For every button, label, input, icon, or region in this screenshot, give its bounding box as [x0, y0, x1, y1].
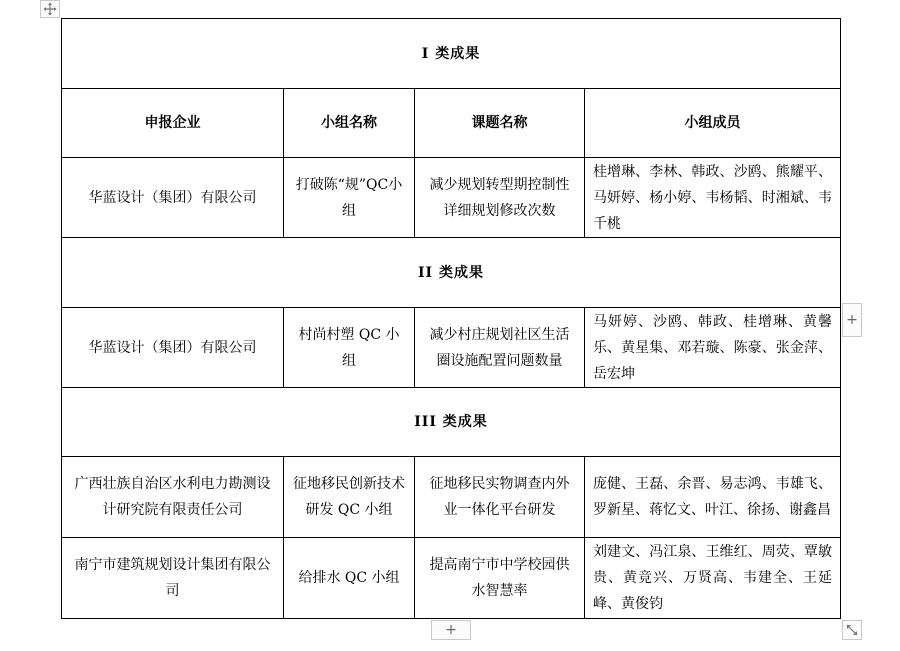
table-header-row [62, 89, 841, 158]
table-row [62, 308, 841, 388]
header-group: 小组名称 [284, 89, 415, 158]
header-topic: 课题名称 [415, 89, 585, 158]
section-title: II 类成果 [62, 238, 841, 308]
company-cell: 华蓝设计（集团）有限公司 [62, 308, 284, 388]
company-cell: 南宁市建筑规划设计集团有限公司 [62, 538, 284, 619]
plus-icon: + [846, 312, 858, 328]
company-cell: 华蓝设计（集团）有限公司 [62, 158, 284, 238]
section-title: I 类成果 [62, 19, 841, 89]
group-cell: 征地移民创新技术研发 QC 小组 [284, 457, 415, 538]
table-row [62, 457, 841, 538]
awards-table [61, 18, 841, 619]
move-icon [43, 2, 57, 16]
members-cell: 马妍婷、沙鸥、韩政、桂增琳、黄馨乐、黄星集、邓若璇、陈豪、张金萍、岳宏坤 [585, 308, 841, 388]
company-cell: 广西壮族自治区水利电力勘测设计研究院有限责任公司 [62, 457, 284, 538]
group-cell: 村尚村塑 QC 小组 [284, 308, 415, 388]
table-row [62, 538, 841, 619]
group-cell: 给排水 QC 小组 [284, 538, 415, 619]
plus-icon: + [445, 622, 457, 638]
section-title-row [62, 238, 841, 308]
section-title-row [62, 19, 841, 89]
section-title-row [62, 388, 841, 457]
members-cell: 庞健、王磊、余晋、易志鸿、韦雄飞、罗新星、蒋忆文、叶江、徐扬、谢鑫昌 [585, 457, 841, 538]
section-title: III 类成果 [62, 388, 841, 457]
add-column-button[interactable] [842, 303, 862, 337]
group-cell: 打破陈“规”QC小组 [284, 158, 415, 238]
header-company: 申报企业 [62, 89, 284, 158]
members-cell: 刘建文、冯江泉、王维红、周荧、覃敏贵、黄竞兴、万贤高、韦建全、王延峰、黄俊钧 [585, 538, 841, 619]
header-members: 小组成员 [585, 89, 841, 158]
add-row-button[interactable] [431, 620, 471, 640]
resize-icon [846, 624, 858, 636]
topic-cell: 减少村庄规划社区生活圈设施配置问题数量 [415, 308, 585, 388]
table-row [62, 158, 841, 238]
topic-cell: 提高南宁市中学校园供水智慧率 [415, 538, 585, 619]
members-cell: 桂增琳、李林、韩政、沙鸥、熊耀平、马妍婷、杨小婷、韦杨韬、时湘斌、韦千桃 [585, 158, 841, 238]
topic-cell: 减少规划转型期控制性详细规划修改次数 [415, 158, 585, 238]
table-resize-handle[interactable] [842, 620, 862, 640]
table-move-handle[interactable] [40, 0, 60, 18]
topic-cell: 征地移民实物调查内外业一体化平台研发 [415, 457, 585, 538]
